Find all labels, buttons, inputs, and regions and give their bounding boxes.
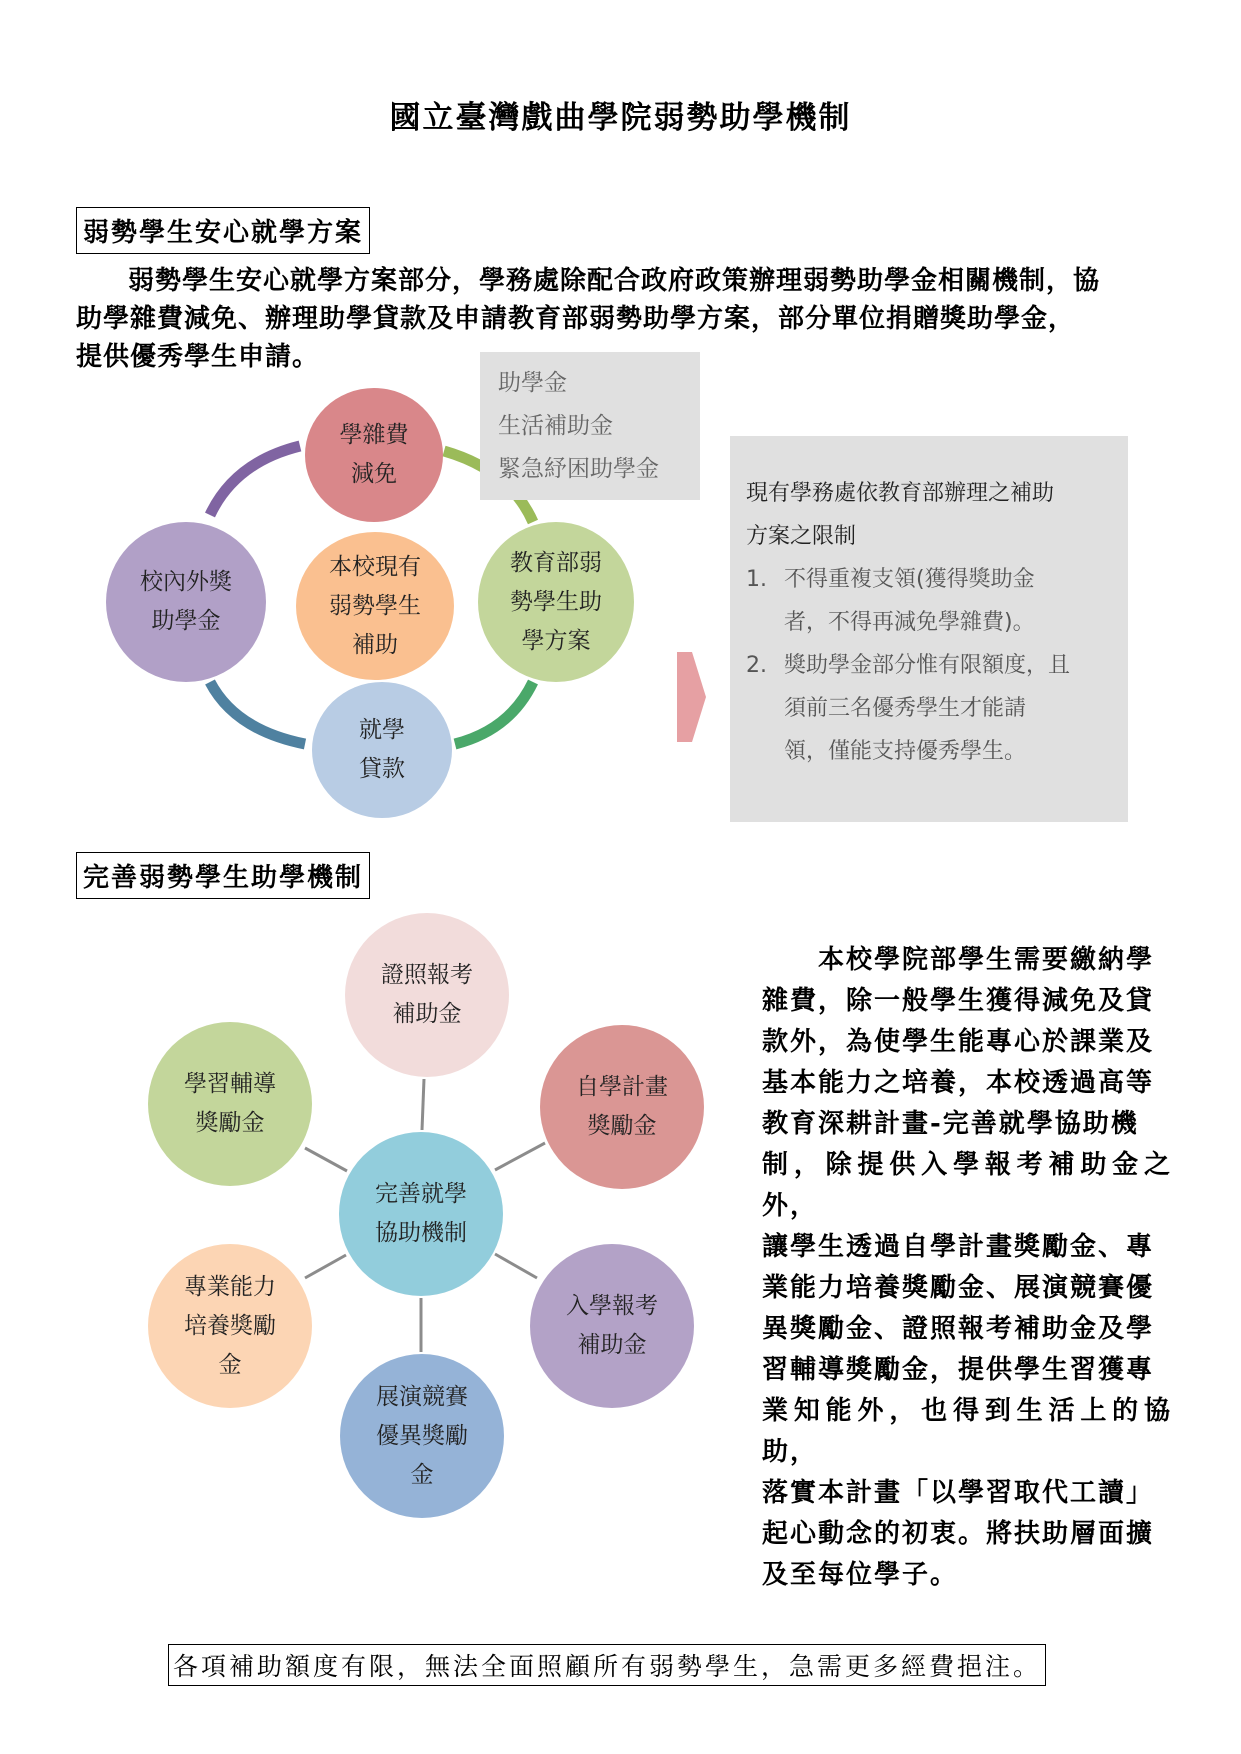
node-label: 完善就學 [375,1181,467,1207]
section2-heading: 完善弱勢學生助學機制 [76,852,370,899]
limits-item-number: 1. [746,567,767,592]
node-label: 展演競賽 [376,1383,468,1410]
spoke-bottom-left [305,1255,346,1278]
section2-paragraph-line: 起心動念的初衷。將扶助層面擴 [762,1519,1155,1549]
node-label: 勢學生助 [510,588,602,615]
section2-paragraph-line: 本校學院部學生需要繳納學 [762,945,1155,975]
cycle-node-bottom [312,682,452,818]
cycle-node-left [106,522,266,682]
hub-node-bottom-left [148,1244,312,1408]
limits-title: 現有學務處依教育部辦理之補助 [746,481,1055,506]
section2-paragraph-line: 基本能力之培養，本校透過高等 [762,1068,1155,1098]
callout-item: 緊急紓困助學金 [498,456,659,482]
limits-panel [730,436,1128,822]
node-label: 助學金 [151,608,221,634]
section2-paragraph-line: 教育深耕計畫-完善就學協助機 [762,1109,1139,1139]
section1-paragraph-line: 助學雜費減免、辦理助學貸款及申請教育部弱勢助學方案，部分單位捐贈獎助學金， [76,304,1076,334]
node-label: 學習輔導 [184,1071,276,1097]
arc-right-bottom [455,682,533,744]
limits-item-line: 者，不得再減免學雜費)。 [784,610,1035,635]
node-label: 協助機制 [375,1220,467,1246]
node-label: 自學計畫 [576,1074,668,1100]
callout-item: 助學金 [498,370,567,396]
node-label: 入學報考 [566,1293,658,1319]
node-label: 獎勵金 [195,1110,265,1136]
hub-node-center [339,1132,503,1296]
hub-node-top-left [148,1022,312,1186]
arrow-right-icon [677,652,706,742]
node-label: 貸款 [359,756,405,782]
limits-item-line: 獎助學金部分惟有限額度，且 [784,653,1071,678]
section2-paragraph-line: 業能力培養獎勵金、展演競賽優 [762,1273,1155,1303]
section1-paragraph-line: 提供優秀學生申請。 [76,342,320,372]
section2-paragraph-line: 制，除提供入學報考補助金之外， [762,1150,1172,1221]
limits-item [746,558,1112,644]
node-label: 校內外獎 [140,569,232,595]
page-title: 國立臺灣戲曲學院弱勢助學機制 [389,100,852,136]
hub-node-top-right [540,1025,704,1189]
limits-item-number: 2. [746,653,767,678]
section2-paragraph-line: 業知能外，也得到生活上的協助， [762,1396,1172,1467]
node-label: 教育部弱 [510,549,602,576]
callout-item: 生活補助金 [498,413,613,439]
section2-paragraph-line: 款外，為使學生能專心於課業及 [762,1027,1155,1057]
spoke-top-right [495,1143,545,1170]
node-label: 就學 [359,717,405,743]
spoke-top-left [305,1148,347,1171]
cycle-node-right [478,522,634,682]
node-label: 優異獎勵 [376,1422,468,1449]
limits-item [746,644,1112,773]
node-label: 學雜費 [339,422,409,448]
hub-node-top [345,913,509,1077]
node-label: 補助 [352,631,398,658]
node-label: 金 [218,1351,242,1378]
node-label: 金 [410,1461,434,1488]
node-label: 獎勵金 [587,1113,657,1139]
node-label: 補助金 [392,1001,462,1027]
section2-paragraph-line: 及至每位學子。 [762,1560,959,1590]
node-label: 減免 [351,461,397,487]
limits-item-line: 須前三名優秀學生才能請 [784,696,1027,721]
section2-paragraph-line: 異獎勵金、證照報考補助金及學 [762,1314,1155,1344]
cycle-node-center [296,532,454,680]
section2-paragraph-line: 讓學生透過自學計畫獎勵金、專 [762,1232,1155,1262]
node-label: 補助金 [577,1332,647,1358]
section1-heading: 弱勢學生安心就學方案 [76,207,370,254]
callout-scholarship-types [480,352,700,500]
hub-node-bottom-right [530,1244,694,1408]
footer-note: 各項補助額度有限，無法全面照顧所有弱勢學生，急需更多經費挹注。 [168,1644,1046,1686]
arc-left-top [210,446,300,515]
section2-paragraph [762,940,1172,1596]
node-label: 培養獎勵 [184,1312,276,1339]
arc-bottom-left [210,682,305,744]
limits-title: 方案之限制 [746,524,857,549]
node-label: 本校現有 [329,553,421,580]
limits-item-line: 領，僅能支持優秀學生。 [784,739,1027,764]
spoke-top [422,1079,424,1130]
section2-paragraph-line: 雜費，除一般學生獲得減免及貸 [762,986,1155,1016]
node-label: 專業能力 [184,1273,276,1300]
node-label: 弱勢學生 [329,592,421,619]
hub-node-bottom [340,1354,504,1518]
node-label: 學方案 [521,627,591,654]
limits-item-line: 不得重複支領(獲得獎助金 [784,567,1035,592]
section2-paragraph-line: 習輔導獎勵金，提供學生習獲專 [762,1355,1155,1385]
section1-paragraph-line: 弱勢學生安心就學方案部分，學務處除配合政府政策辦理弱勢助學金相關機制，協 [128,266,1101,296]
spoke-bottom-right [495,1254,537,1278]
section2-paragraph-line: 落實本計畫「以學習取代工讀」 [762,1478,1155,1508]
cycle-node-top [305,388,443,522]
node-label: 證照報考 [381,962,473,988]
